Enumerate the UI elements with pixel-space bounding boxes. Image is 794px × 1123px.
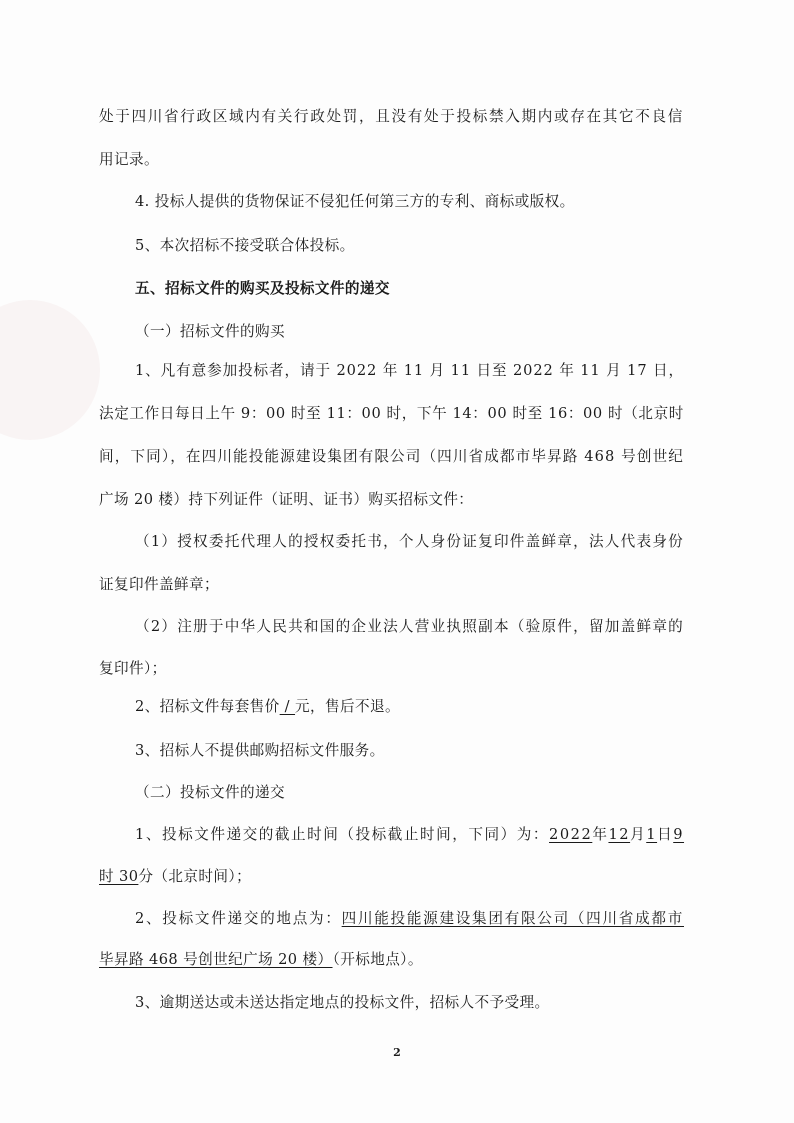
text-segment: 3、逾期送达或未送达指定地点的投标文件，招标人不予受理。	[135, 994, 550, 1011]
text-line	[99, 447, 684, 467]
text-segment: 用记录。	[99, 151, 159, 168]
text-segment: 处于四川省行政区域内有关行政处罚，且没有处于投标禁入期内或存在其它不良信	[99, 108, 684, 125]
text-line	[135, 783, 285, 803]
text-segment: 广场 20 楼）持下列证件（证明、证书）购买招标文件：	[99, 491, 474, 508]
text-segment: （一）招标文件的购买	[135, 323, 285, 340]
text-segment: 法定工作日每日上午 9：00 时至 11：00 时，下午 14：00 时至 16：00 时（北京时	[99, 405, 684, 422]
text-line	[135, 741, 385, 761]
faint-stamp-mark	[0, 300, 100, 440]
text-segment: 1、凡有意参加投标者，请于 2022 年 11 月 11 日至 2022 年 11 月 17 日，	[135, 362, 684, 379]
text-line	[99, 107, 684, 127]
text-line	[135, 532, 684, 552]
text-line	[135, 617, 684, 637]
text-segment: 年	[592, 826, 609, 843]
text-line	[99, 490, 473, 510]
text-segment: （二）投标文件的递交	[135, 784, 285, 801]
underlined-field: /	[279, 698, 296, 715]
text-line	[99, 659, 167, 679]
text-segment: 日	[657, 826, 674, 843]
text-line	[135, 993, 550, 1013]
text-line	[99, 150, 159, 170]
text-segment: 间，下同），在四川能投能源建设集团有限公司（四川省成都市毕昇路 468 号创世纪	[99, 448, 684, 465]
text-segment: 月	[630, 826, 647, 843]
text-segment: 五、招标文件的购买及投标文件的递交	[135, 280, 390, 297]
text-segment: 4. 投标人提供的货物保证不侵犯任何第三方的专利、商标或版权。	[135, 193, 575, 210]
text-line	[135, 322, 285, 342]
text-segment: 2、招标文件每套售价	[135, 698, 280, 715]
text-line	[135, 697, 400, 717]
text-segment: 分（北京时间）；	[138, 868, 252, 885]
text-line	[99, 575, 219, 595]
text-line	[135, 909, 684, 929]
section-heading	[135, 279, 390, 299]
text-line	[99, 404, 684, 424]
text-segment: 复印件）；	[99, 660, 167, 677]
text-line	[135, 361, 684, 381]
underlined-field: 2022	[549, 826, 593, 843]
text-segment: 1、投标文件递交的截止时间（投标截止时间，下同）为：	[135, 826, 550, 843]
text-line	[99, 950, 423, 970]
text-segment: （1）授权委托代理人的授权委托书，个人身份证复印件盖鲜章，法人代表身份	[135, 533, 684, 550]
text-segment: 3、招标人不提供邮购招标文件服务。	[135, 742, 385, 759]
underlined-field: 12	[608, 826, 631, 843]
text-segment: 5、本次招标不接受联合体投标。	[135, 237, 355, 254]
underlined-field: 毕昇路 468 号创世纪广场 20 楼）	[99, 951, 333, 968]
page-number: 2	[393, 1046, 401, 1059]
underlined-field: 1	[646, 826, 658, 843]
text-segment: 2、投标文件递交的地点为：	[135, 910, 342, 927]
underlined-field: 9	[673, 826, 685, 843]
underlined-field: 四川能投能源建设集团有限公司（四川省成都市	[341, 910, 684, 927]
underlined-field: 时 30	[99, 868, 139, 885]
text-line	[135, 825, 684, 845]
text-line	[135, 192, 575, 212]
text-segment: （开标地点）。	[332, 951, 423, 968]
text-segment: 证复印件盖鲜章；	[99, 576, 219, 593]
text-line	[99, 867, 251, 887]
text-segment: （2）注册于中华人民共和国的企业法人营业执照副本（验原件，留加盖鲜章的	[135, 618, 684, 635]
text-segment: 元，售后不退。	[295, 698, 401, 715]
text-line	[135, 236, 355, 256]
